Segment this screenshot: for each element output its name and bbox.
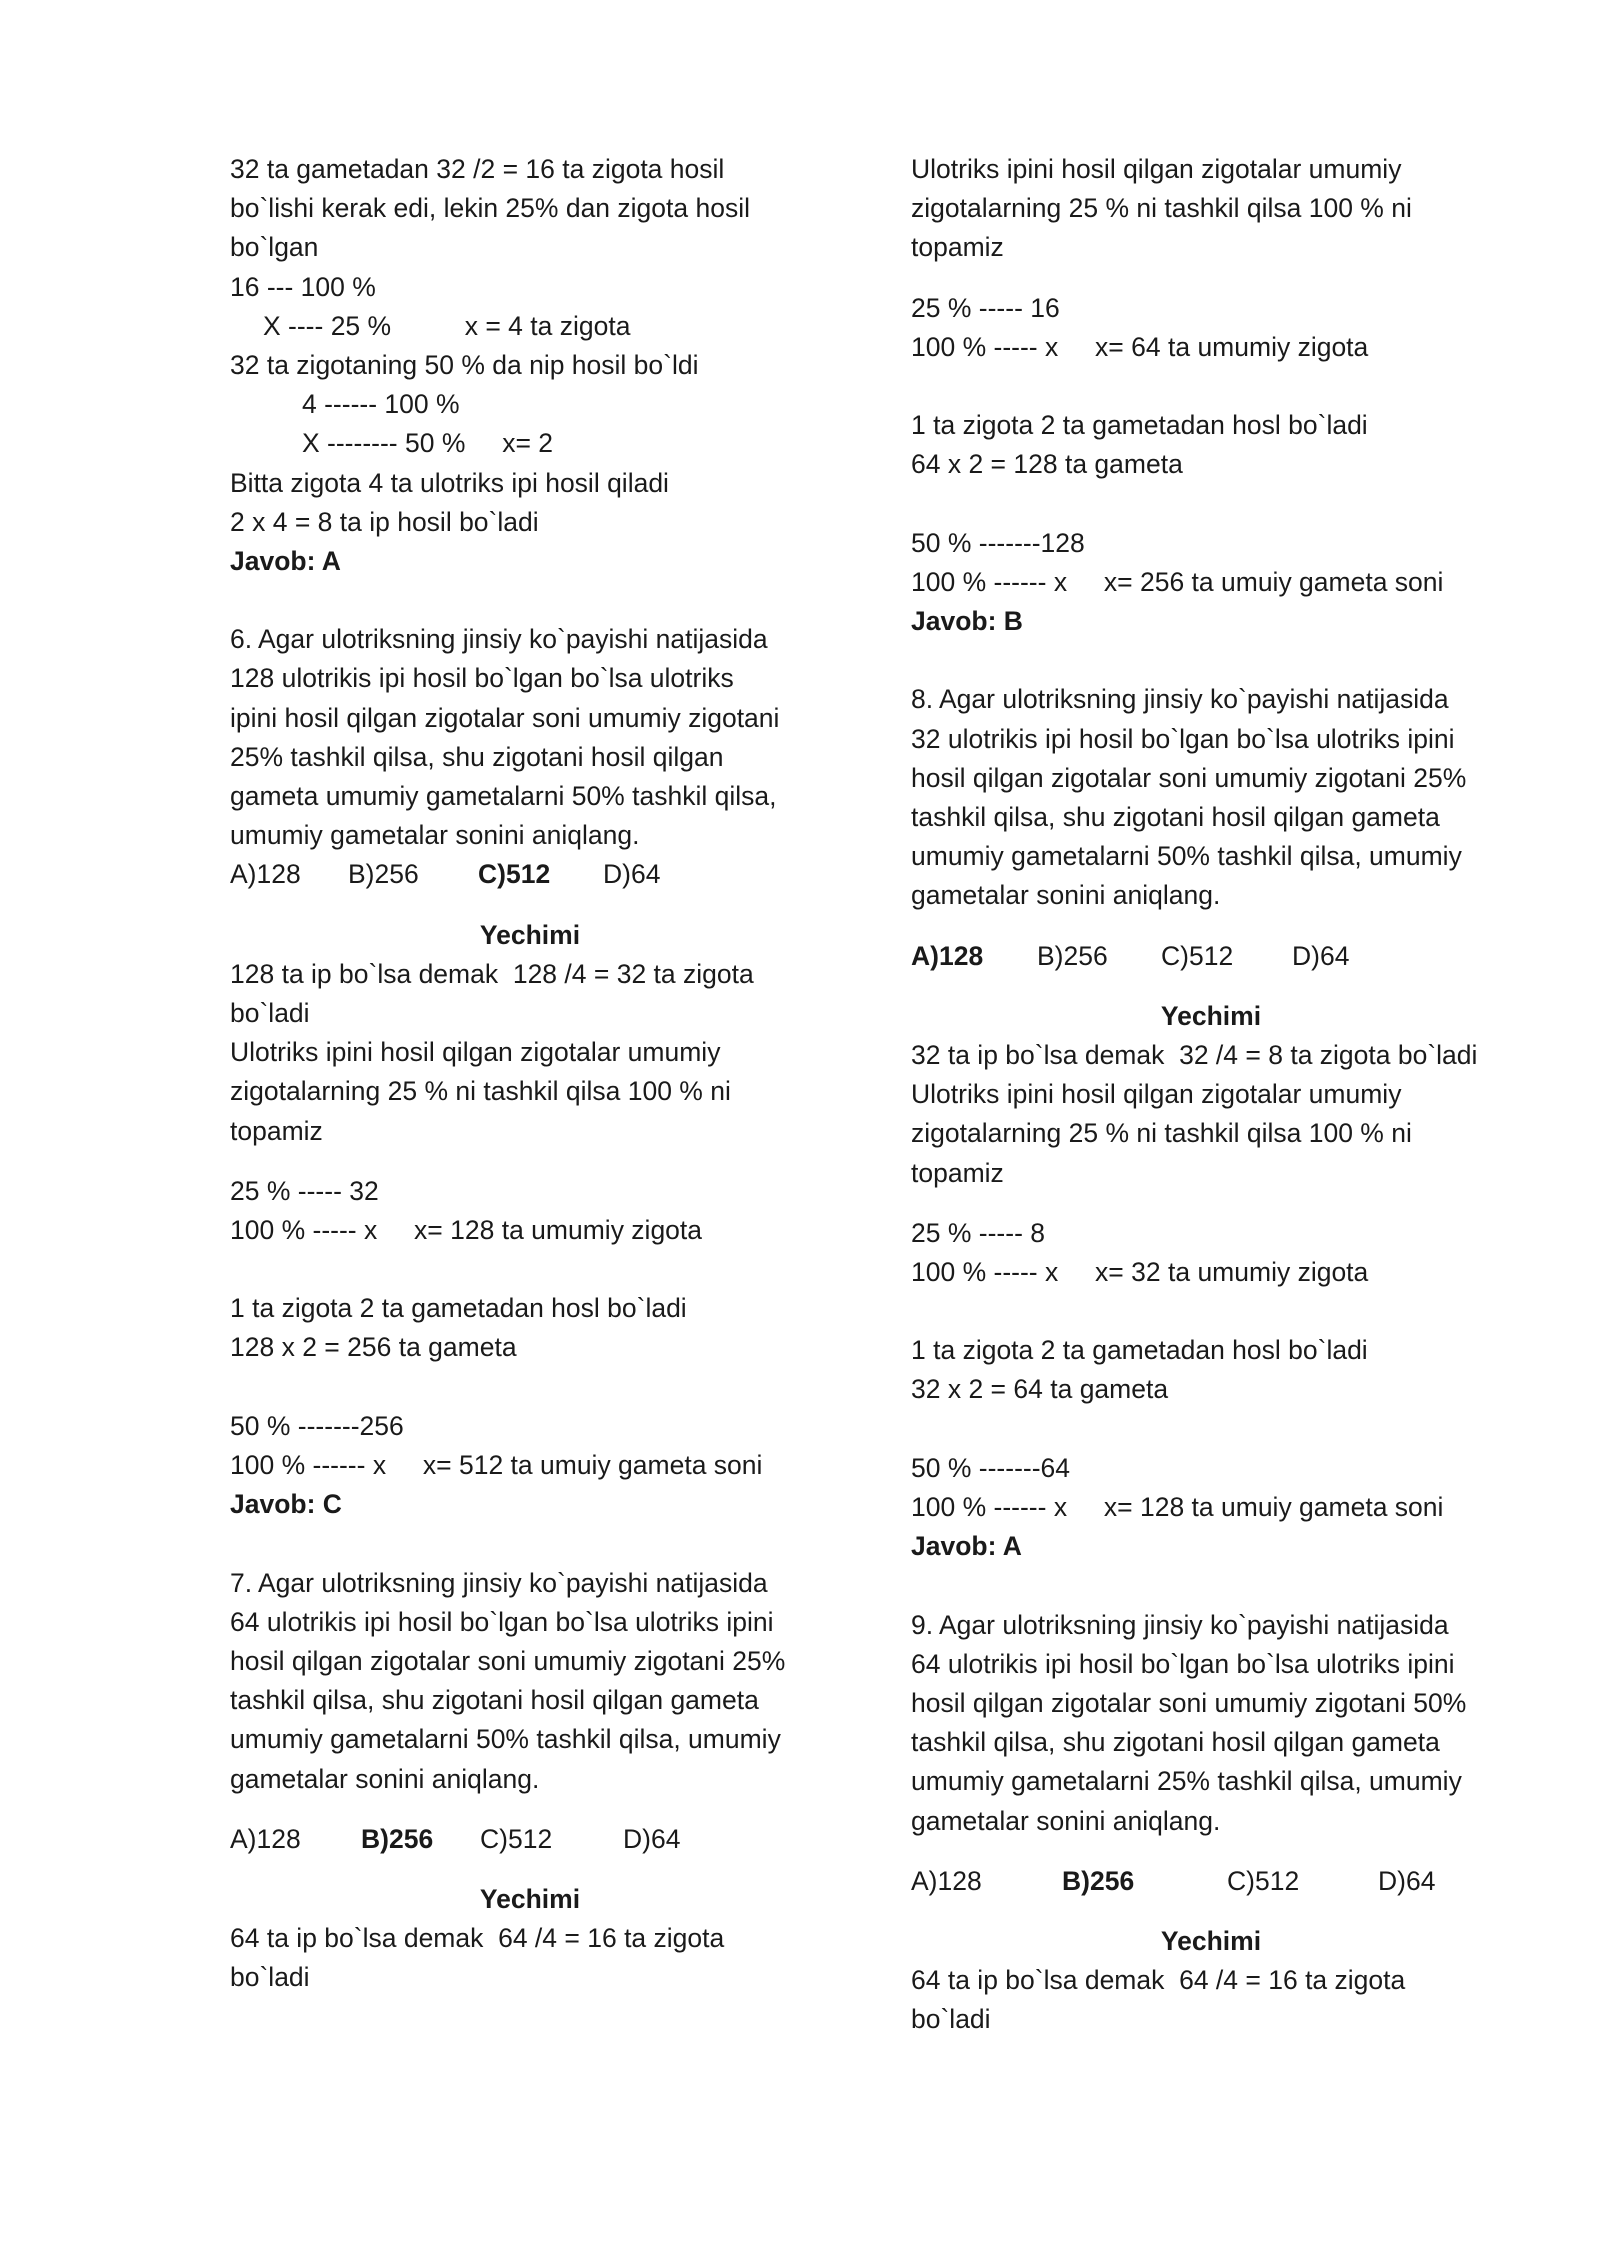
question-text: ipini hosil qilgan zigotalar soni umumiy zigotani xyxy=(230,702,780,733)
text-line: Bitta zigota 4 ta ulotriks ipi hosil qiladi xyxy=(230,467,669,498)
question-9 xyxy=(911,1606,1511,2040)
answer-options xyxy=(230,855,830,894)
calc-line: X ---- 25 % x = 4 ta zigota xyxy=(263,310,631,341)
answer-line: Javob: A xyxy=(911,1531,1022,1562)
option-c: C)512 xyxy=(1227,1865,1300,1896)
calc-line: 50 % -------128 xyxy=(911,527,1085,558)
option-b: B)256 xyxy=(1062,1865,1135,1896)
question-text: umumiy gametalarni 25% tashkil qilsa, umumiy xyxy=(911,1766,1462,1797)
question-text: tashkil qilsa, shu zigotani hosil qilgan gameta xyxy=(911,802,1440,832)
question-text: 32 ulotrikis ipi hosil bo`lgan bo`lsa ulotriks ipini xyxy=(911,723,1455,754)
question-text: umumiy gametalarni 50% tashkil qilsa, umumiy xyxy=(911,841,1462,872)
solution-line: bo`ladi xyxy=(911,2004,991,2035)
solution-line: bo`ladi xyxy=(230,1962,310,1993)
option-b: B)256 xyxy=(1037,940,1108,971)
option-a: A)128 xyxy=(911,1865,982,1896)
answer-options xyxy=(911,937,1511,976)
option-c: C)512 xyxy=(480,1823,553,1854)
option-a: A)128 xyxy=(230,1823,301,1854)
text-line: 64 x 2 = 128 ta gameta xyxy=(911,449,1183,480)
question-text: gameta umumiy gametalarni 50% tashkil qilsa, xyxy=(230,781,777,811)
calc-line: 4 ------ 100 % xyxy=(302,389,460,420)
text-line: 32 ta gametadan 32 /2 = 16 ta zigota hosil xyxy=(230,154,725,184)
answer-options xyxy=(230,1820,830,1859)
question-text: 7. Agar ulotriksning jinsiy ko`payishi natijasida xyxy=(230,1567,768,1598)
text-line: zigotalarning 25 % ni tashkil qilsa 100 % ni xyxy=(911,193,1412,224)
solution-line: 1 ta zigota 2 ta gametadan hosl bo`ladi xyxy=(230,1293,687,1324)
question-text: 64 ulotrikis ipi hosil bo`lgan bo`lsa ulotriks ipini xyxy=(911,1648,1455,1679)
solution-line: 32 x 2 = 64 ta gameta xyxy=(911,1374,1169,1405)
option-a: A)128 xyxy=(230,859,301,890)
solution-line: Ulotriks ipini hosil qilgan zigotalar umumiy xyxy=(230,1037,721,1068)
option-d: D)64 xyxy=(1292,940,1350,971)
question-text: 9. Agar ulotriksning jinsiy ko`payishi natijasida xyxy=(911,1609,1449,1640)
solution-line: 32 ta ip bo`lsa demak 32 /4 = 8 ta zigota bo`ladi xyxy=(911,1039,1478,1070)
solution-line: zigotalarning 25 % ni tashkil qilsa 100 % ni xyxy=(230,1076,731,1107)
solution-heading: Yechimi xyxy=(479,1883,581,1914)
solution-line: 128 x 2 = 256 ta gameta xyxy=(230,1332,517,1363)
question-text: hosil qilgan zigotalar soni umumiy zigotani 25% xyxy=(230,1645,786,1676)
solution-line: topamiz xyxy=(230,1115,323,1146)
option-d: D)64 xyxy=(603,859,661,890)
question-text: umumiy gametalar sonini aniqlang. xyxy=(230,820,640,851)
question-text: 6. Agar ulotriksning jinsiy ko`payishi natijasida xyxy=(230,624,768,655)
calc-line: 100 % ------ x x= 256 ta umuiy gameta soni xyxy=(911,566,1444,597)
question-text: hosil qilgan zigotalar soni umumiy zigotani 50% xyxy=(911,1687,1467,1718)
option-b: B)256 xyxy=(361,1823,434,1854)
solution-heading: Yechimi xyxy=(479,919,581,950)
question-7 xyxy=(230,1564,830,1998)
option-c: C)512 xyxy=(1161,940,1234,971)
option-b: B)256 xyxy=(348,859,419,890)
calc-line: 100 % ----- x x= 64 ta umumiy zigota xyxy=(911,331,1369,362)
text-line: bo`lgan xyxy=(230,232,319,263)
answer-options xyxy=(911,1862,1511,1901)
calc-line: 16 --- 100 % xyxy=(230,271,376,302)
question-text: 64 ulotrikis ipi hosil bo`lgan bo`lsa ulotriks ipini xyxy=(230,1606,774,1637)
solution-line: zigotalarning 25 % ni tashkil qilsa 100 % ni xyxy=(911,1118,1412,1149)
question-text: gametalar sonini aniqlang. xyxy=(230,1763,540,1794)
text-line: 32 ta zigotaning 50 % da nip hosil bo`ldi xyxy=(230,349,699,380)
option-d: D)64 xyxy=(623,1823,681,1854)
option-c: C)512 xyxy=(478,859,551,890)
calc-line: 25 % ----- 8 xyxy=(911,1217,1045,1248)
question-text: 25% tashkil qilsa, shu zigotani hosil qilgan xyxy=(230,741,724,772)
text-line: 2 x 4 = 8 ta ip hosil bo`ladi xyxy=(230,506,539,537)
calc-line: X -------- 50 % x= 2 xyxy=(302,428,554,459)
question-text: umumiy gametalarni 50% tashkil qilsa, umumiy xyxy=(230,1724,781,1755)
text-line: Ulotriks ipini hosil qilgan zigotalar umumiy xyxy=(911,154,1402,184)
question-text: gametalar sonini aniqlang. xyxy=(911,880,1221,911)
answer-line: Javob: C xyxy=(230,1489,342,1520)
solution-line: topamiz xyxy=(911,1157,1004,1188)
calc-line: 25 % ----- 16 xyxy=(911,292,1060,323)
calc-line: 100 % ------ x x= 512 ta umuiy gameta soni xyxy=(230,1450,763,1480)
question-6 xyxy=(230,620,830,1524)
answer-line: Javob: A xyxy=(230,545,341,576)
calc-line: 100 % ------ x x= 128 ta umuiy gameta soni xyxy=(911,1492,1444,1522)
solution-heading: Yechimi xyxy=(1160,1925,1262,1956)
solution-line: bo`ladi xyxy=(230,997,310,1028)
question-text: tashkil qilsa, shu zigotani hosil qilgan gameta xyxy=(911,1727,1440,1758)
calc-line: 25 % ----- 32 xyxy=(230,1175,379,1206)
solution-line: 64 ta ip bo`lsa demak 64 /4 = 16 ta zigota xyxy=(911,1965,1406,1996)
calc-line: 50 % -------64 xyxy=(911,1452,1071,1483)
solution-line: 128 ta ip bo`lsa demak 128 /4 = 32 ta zigota xyxy=(230,958,754,989)
solution-line: 1 ta zigota 2 ta gametadan hosl bo`ladi xyxy=(911,1335,1368,1366)
question-text: 8. Agar ulotriksning jinsiy ko`payishi natijasida xyxy=(911,684,1449,715)
option-a: A)128 xyxy=(911,940,984,971)
calc-line: 100 % ----- x x= 128 ta umumiy zigota xyxy=(230,1214,703,1245)
option-d: D)64 xyxy=(1378,1865,1436,1896)
question-text: tashkil qilsa, shu zigotani hosil qilgan gameta xyxy=(230,1685,759,1716)
left-column xyxy=(230,150,830,1997)
text-line: 1 ta zigota 2 ta gametadan hosl bo`ladi xyxy=(911,410,1368,441)
solution-line: 64 ta ip bo`lsa demak 64 /4 = 16 ta zigota xyxy=(230,1923,725,1954)
question-8 xyxy=(911,680,1511,1566)
calc-line: 50 % -------256 xyxy=(230,1410,404,1441)
calc-line: 100 % ----- x x= 32 ta umumiy zigota xyxy=(911,1256,1369,1287)
right-column xyxy=(911,150,1511,2039)
text-line: topamiz xyxy=(911,232,1004,263)
question-text: hosil qilgan zigotalar soni umumiy zigotani 25% xyxy=(911,762,1467,793)
solution-line: Ulotriks ipini hosil qilgan zigotalar umumiy xyxy=(911,1079,1402,1110)
question-text: 128 ulotrikis ipi hosil bo`lgan bo`lsa ulotriks xyxy=(230,663,734,694)
answer-line: Javob: B xyxy=(911,606,1023,637)
text-line: bo`lishi kerak edi, lekin 25% dan zigota hosil xyxy=(230,193,750,224)
question-text: gametalar sonini aniqlang. xyxy=(911,1805,1221,1836)
solution-heading: Yechimi xyxy=(1160,1000,1262,1031)
